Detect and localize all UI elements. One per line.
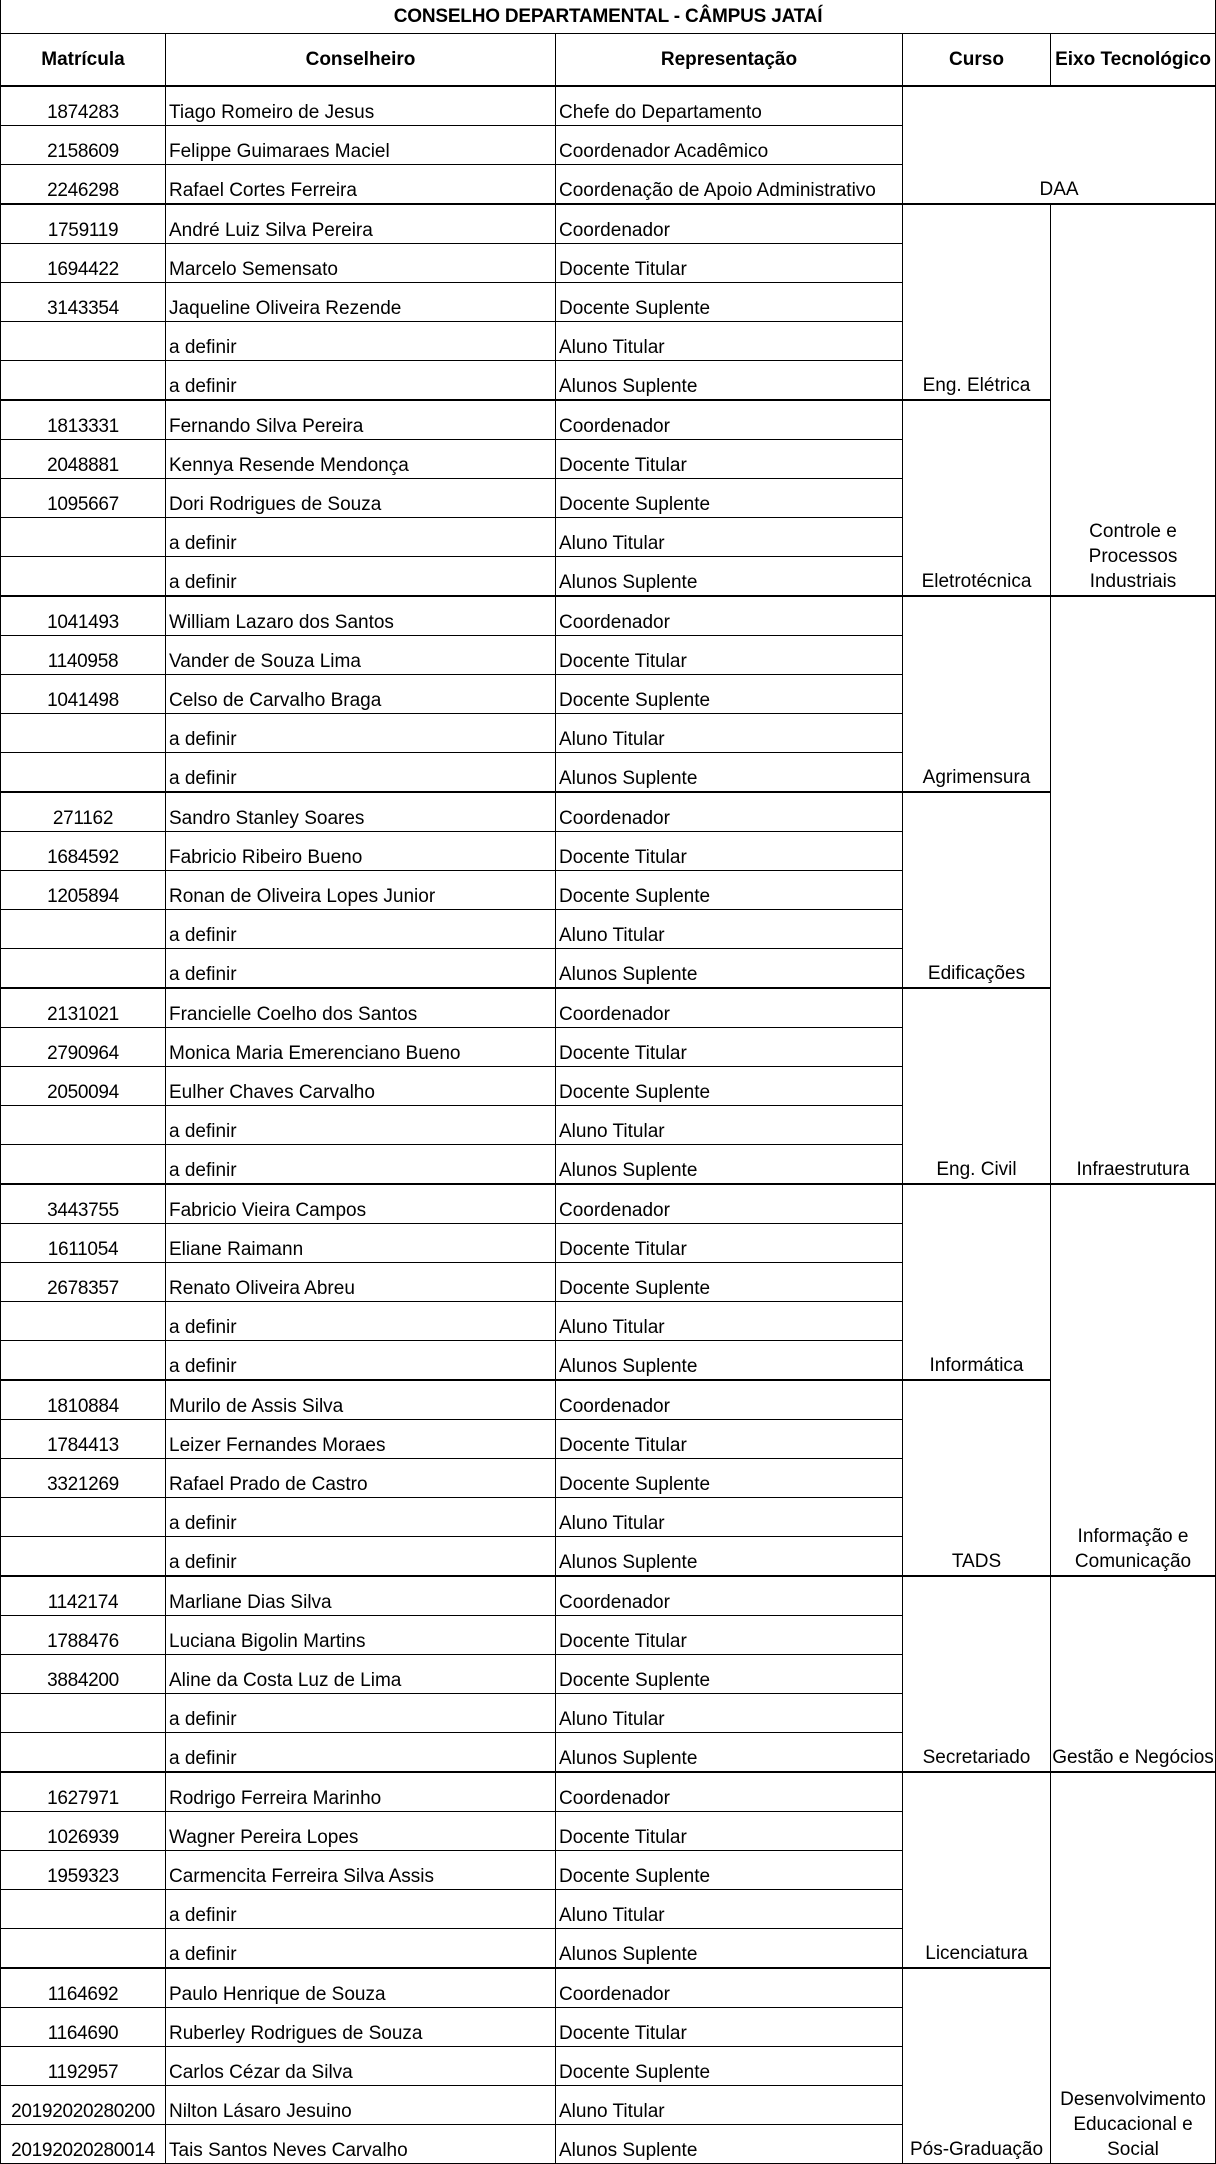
table-row: [1, 1576, 1216, 1616]
matricula-cell: 1611054: [1, 1224, 166, 1263]
matricula-cell: 3443755: [1, 1184, 166, 1224]
conselheiro-cell: a definir: [166, 949, 556, 989]
conselheiro-cell: Jaqueline Oliveira Rezende: [166, 283, 556, 322]
conselheiro-cell: a definir: [166, 1341, 556, 1381]
conselheiro-cell: Dori Rodrigues de Souza: [166, 479, 556, 518]
representacao-cell: Docente Suplente: [556, 1851, 903, 1890]
representacao-cell: Docente Suplente: [556, 1655, 903, 1694]
representacao-cell: Docente Titular: [556, 440, 903, 479]
conselheiro-cell: Paulo Henrique de Souza: [166, 1968, 556, 2008]
conselheiro-cell: Vander de Souza Lima: [166, 636, 556, 675]
table-body: [1, 86, 1216, 2164]
representacao-cell: Coordenador: [556, 1576, 903, 1616]
matricula-cell: 2158609: [1, 126, 166, 165]
matricula-cell: 2048881: [1, 440, 166, 479]
conselheiro-cell: a definir: [166, 1302, 556, 1341]
representacao-cell: Docente Titular: [556, 1224, 903, 1263]
conselheiro-cell: Monica Maria Emerenciano Bueno: [166, 1028, 556, 1067]
matricula-cell: 2790964: [1, 1028, 166, 1067]
matricula-cell: 1627971: [1, 1772, 166, 1812]
conselheiro-cell: Fabricio Ribeiro Bueno: [166, 832, 556, 871]
conselheiro-cell: a definir: [166, 1106, 556, 1145]
conselheiro-cell: a definir: [166, 1890, 556, 1929]
header-matricula: Matrícula: [1, 34, 166, 87]
representacao-cell: Alunos Suplente: [556, 2125, 903, 2164]
conselheiro-cell: Ronan de Oliveira Lopes Junior: [166, 871, 556, 910]
representacao-cell: Chefe do Departamento: [556, 86, 903, 126]
conselheiro-cell: Francielle Coelho dos Santos: [166, 988, 556, 1028]
conselheiro-cell: Luciana Bigolin Martins: [166, 1616, 556, 1655]
representacao-cell: Coordenação de Apoio Administrativo: [556, 165, 903, 205]
header-representacao: Representação: [556, 34, 903, 87]
representacao-cell: Docente Titular: [556, 244, 903, 283]
curso-cell: Informática: [903, 1184, 1051, 1380]
conselheiro-cell: Aline da Costa Luz de Lima: [166, 1655, 556, 1694]
matricula-cell: 3143354: [1, 283, 166, 322]
conselheiro-cell: Rodrigo Ferreira Marinho: [166, 1772, 556, 1812]
matricula-cell: [1, 1733, 166, 1773]
conselheiro-cell: Murilo de Assis Silva: [166, 1380, 556, 1420]
conselheiro-cell: André Luiz Silva Pereira: [166, 204, 556, 244]
conselheiro-cell: a definir: [166, 753, 556, 793]
matricula-cell: [1, 1537, 166, 1577]
conselheiro-cell: Nilton Lásaro Jesuino: [166, 2086, 556, 2125]
conselheiro-cell: Fabricio Vieira Campos: [166, 1184, 556, 1224]
conselheiro-cell: a definir: [166, 557, 556, 597]
table-row: [1, 400, 1216, 440]
matricula-cell: 1095667: [1, 479, 166, 518]
eixo-cell: Controle e Processos Industriais: [1051, 204, 1216, 596]
representacao-cell: Aluno Titular: [556, 1498, 903, 1537]
representacao-cell: Alunos Suplente: [556, 1929, 903, 1969]
curso-cell: Edificações: [903, 792, 1051, 988]
conselheiro-cell: a definir: [166, 1694, 556, 1733]
representacao-cell: Aluno Titular: [556, 1302, 903, 1341]
eixo-cell: Informação e Comunicação: [1051, 1184, 1216, 1576]
conselheiro-cell: Sandro Stanley Soares: [166, 792, 556, 832]
conselheiro-cell: Fernando Silva Pereira: [166, 400, 556, 440]
representacao-cell: Coordenador: [556, 792, 903, 832]
conselheiro-cell: Carmencita Ferreira Silva Assis: [166, 1851, 556, 1890]
representacao-cell: Coordenador: [556, 1772, 903, 1812]
representacao-cell: Coordenador: [556, 400, 903, 440]
representacao-cell: Docente Suplente: [556, 1459, 903, 1498]
table-row: [1, 792, 1216, 832]
matricula-cell: [1, 1302, 166, 1341]
conselheiro-cell: a definir: [166, 322, 556, 361]
matricula-cell: 1874283: [1, 86, 166, 126]
eixo-cell: Infraestrutura: [1051, 596, 1216, 1184]
representacao-cell: Docente Suplente: [556, 675, 903, 714]
representacao-cell: Alunos Suplente: [556, 1341, 903, 1381]
table-row: [1, 86, 1216, 126]
matricula-cell: [1, 557, 166, 597]
conselheiro-cell: a definir: [166, 1498, 556, 1537]
representacao-cell: Docente Titular: [556, 2008, 903, 2047]
representacao-cell: Aluno Titular: [556, 910, 903, 949]
representacao-cell: Aluno Titular: [556, 322, 903, 361]
representacao-cell: Coordenador Acadêmico: [556, 126, 903, 165]
curso-cell: Eng. Elétrica: [903, 204, 1051, 400]
matricula-cell: [1, 1498, 166, 1537]
representacao-cell: Alunos Suplente: [556, 949, 903, 989]
curso-cell: Licenciatura: [903, 1772, 1051, 1968]
matricula-cell: [1, 949, 166, 989]
matricula-cell: 1026939: [1, 1812, 166, 1851]
table-row: [1, 1184, 1216, 1224]
matricula-cell: 3884200: [1, 1655, 166, 1694]
matricula-cell: 1164690: [1, 2008, 166, 2047]
representacao-cell: Docente Suplente: [556, 1067, 903, 1106]
representacao-cell: Alunos Suplente: [556, 557, 903, 597]
conselheiro-cell: Tais Santos Neves Carvalho: [166, 2125, 556, 2164]
conselheiro-cell: a definir: [166, 1733, 556, 1773]
header-curso: Curso: [903, 34, 1051, 87]
conselheiro-cell: Rafael Prado de Castro: [166, 1459, 556, 1498]
matricula-cell: 2246298: [1, 165, 166, 205]
table-row: [1, 1772, 1216, 1812]
matricula-cell: [1, 910, 166, 949]
representacao-cell: Docente Suplente: [556, 1263, 903, 1302]
matricula-cell: 2131021: [1, 988, 166, 1028]
conselheiro-cell: Marcelo Semensato: [166, 244, 556, 283]
matricula-cell: 1041498: [1, 675, 166, 714]
eixo-cell: Desenvolvimento Educacional e Social: [1051, 1772, 1216, 2164]
curso-cell: Secretariado: [903, 1576, 1051, 1772]
matricula-cell: [1, 714, 166, 753]
representacao-cell: Aluno Titular: [556, 714, 903, 753]
representacao-cell: Aluno Titular: [556, 1106, 903, 1145]
representacao-cell: Alunos Suplente: [556, 1145, 903, 1185]
matricula-cell: 3321269: [1, 1459, 166, 1498]
matricula-cell: [1, 1890, 166, 1929]
matricula-cell: 2678357: [1, 1263, 166, 1302]
representacao-cell: Coordenador: [556, 596, 903, 636]
matricula-cell: 1810884: [1, 1380, 166, 1420]
representacao-cell: Docente Suplente: [556, 479, 903, 518]
conselheiro-cell: a definir: [166, 1537, 556, 1577]
conselheiro-cell: Tiago Romeiro de Jesus: [166, 86, 556, 126]
curso-cell: Pós-Graduação: [903, 1968, 1051, 2164]
conselheiro-cell: Eliane Raimann: [166, 1224, 556, 1263]
table-row: [1, 596, 1216, 636]
matricula-cell: 1813331: [1, 400, 166, 440]
representacao-cell: Docente Suplente: [556, 2047, 903, 2086]
matricula-cell: [1, 518, 166, 557]
matricula-cell: [1, 1341, 166, 1381]
matricula-cell: 1788476: [1, 1616, 166, 1655]
table-row: [1, 204, 1216, 244]
matricula-cell: 1959323: [1, 1851, 166, 1890]
representacao-cell: Alunos Suplente: [556, 1733, 903, 1773]
conselheiro-cell: a definir: [166, 1929, 556, 1969]
matricula-cell: 20192020280200: [1, 2086, 166, 2125]
conselheiro-cell: a definir: [166, 714, 556, 753]
representacao-cell: Docente Titular: [556, 832, 903, 871]
representacao-cell: Aluno Titular: [556, 1694, 903, 1733]
representacao-cell: Docente Titular: [556, 1028, 903, 1067]
table-row: [1, 1968, 1216, 2008]
conselheiro-cell: Felippe Guimaraes Maciel: [166, 126, 556, 165]
representacao-cell: Aluno Titular: [556, 1890, 903, 1929]
representacao-cell: Aluno Titular: [556, 518, 903, 557]
representacao-cell: Coordenador: [556, 1968, 903, 2008]
eixo-cell: Gestão e Negócios: [1051, 1576, 1216, 1772]
curso-cell: Eletrotécnica: [903, 400, 1051, 596]
matricula-cell: [1, 1929, 166, 1969]
matricula-cell: 1041493: [1, 596, 166, 636]
conselheiro-cell: Wagner Pereira Lopes: [166, 1812, 556, 1851]
representacao-cell: Coordenador: [556, 1380, 903, 1420]
matricula-cell: 1694422: [1, 244, 166, 283]
matricula-cell: 1205894: [1, 871, 166, 910]
matricula-cell: 2050094: [1, 1067, 166, 1106]
matricula-cell: [1, 753, 166, 793]
matricula-cell: [1, 1694, 166, 1733]
curso-cell: Eng. Civil: [903, 988, 1051, 1184]
conselheiro-cell: Eulher Chaves Carvalho: [166, 1067, 556, 1106]
conselheiro-cell: Marliane Dias Silva: [166, 1576, 556, 1616]
matricula-cell: [1, 322, 166, 361]
representacao-cell: Docente Suplente: [556, 283, 903, 322]
representacao-cell: Docente Titular: [556, 636, 903, 675]
table-row: [1, 988, 1216, 1028]
matricula-cell: 1164692: [1, 1968, 166, 2008]
conselheiro-cell: Carlos Cézar da Silva: [166, 2047, 556, 2086]
table-row: [1, 1380, 1216, 1420]
representacao-cell: Alunos Suplente: [556, 753, 903, 793]
conselheiro-cell: Celso de Carvalho Braga: [166, 675, 556, 714]
representacao-cell: Docente Titular: [556, 1616, 903, 1655]
representacao-cell: Aluno Titular: [556, 2086, 903, 2125]
matricula-cell: 1140958: [1, 636, 166, 675]
conselheiro-cell: a definir: [166, 1145, 556, 1185]
conselheiro-cell: Ruberley Rodrigues de Souza: [166, 2008, 556, 2047]
representacao-cell: Coordenador: [556, 204, 903, 244]
representacao-cell: Coordenador: [556, 988, 903, 1028]
curso-cell: TADS: [903, 1380, 1051, 1576]
matricula-cell: 1142174: [1, 1576, 166, 1616]
conselheiro-cell: Leizer Fernandes Moraes: [166, 1420, 556, 1459]
conselheiro-cell: a definir: [166, 910, 556, 949]
representacao-cell: Alunos Suplente: [556, 361, 903, 401]
conselheiro-cell: Renato Oliveira Abreu: [166, 1263, 556, 1302]
conselheiro-cell: a definir: [166, 361, 556, 401]
representacao-cell: Alunos Suplente: [556, 1537, 903, 1577]
header-eixo: Eixo Tecnológico: [1051, 34, 1216, 87]
matricula-cell: 1684592: [1, 832, 166, 871]
matricula-cell: 1784413: [1, 1420, 166, 1459]
curso-cell: Agrimensura: [903, 596, 1051, 792]
matricula-cell: 20192020280014: [1, 2125, 166, 2164]
daa-cell: DAA: [903, 86, 1216, 204]
matricula-cell: [1, 361, 166, 401]
representacao-cell: Coordenador: [556, 1184, 903, 1224]
matricula-cell: 271162: [1, 792, 166, 832]
conselheiro-cell: Kennya Resende Mendonça: [166, 440, 556, 479]
representacao-cell: Docente Titular: [556, 1420, 903, 1459]
table-title: CONSELHO DEPARTAMENTAL - CÂMPUS JATAÍ: [1, 0, 1216, 34]
conselheiro-cell: William Lazaro dos Santos: [166, 596, 556, 636]
representacao-cell: Docente Titular: [556, 1812, 903, 1851]
conselheiro-cell: a definir: [166, 518, 556, 557]
matricula-cell: 1759119: [1, 204, 166, 244]
matricula-cell: [1, 1106, 166, 1145]
header-conselheiro: Conselheiro: [166, 34, 556, 87]
representacao-cell: Docente Suplente: [556, 871, 903, 910]
conselheiro-cell: Rafael Cortes Ferreira: [166, 165, 556, 205]
matricula-cell: 1192957: [1, 2047, 166, 2086]
matricula-cell: [1, 1145, 166, 1185]
